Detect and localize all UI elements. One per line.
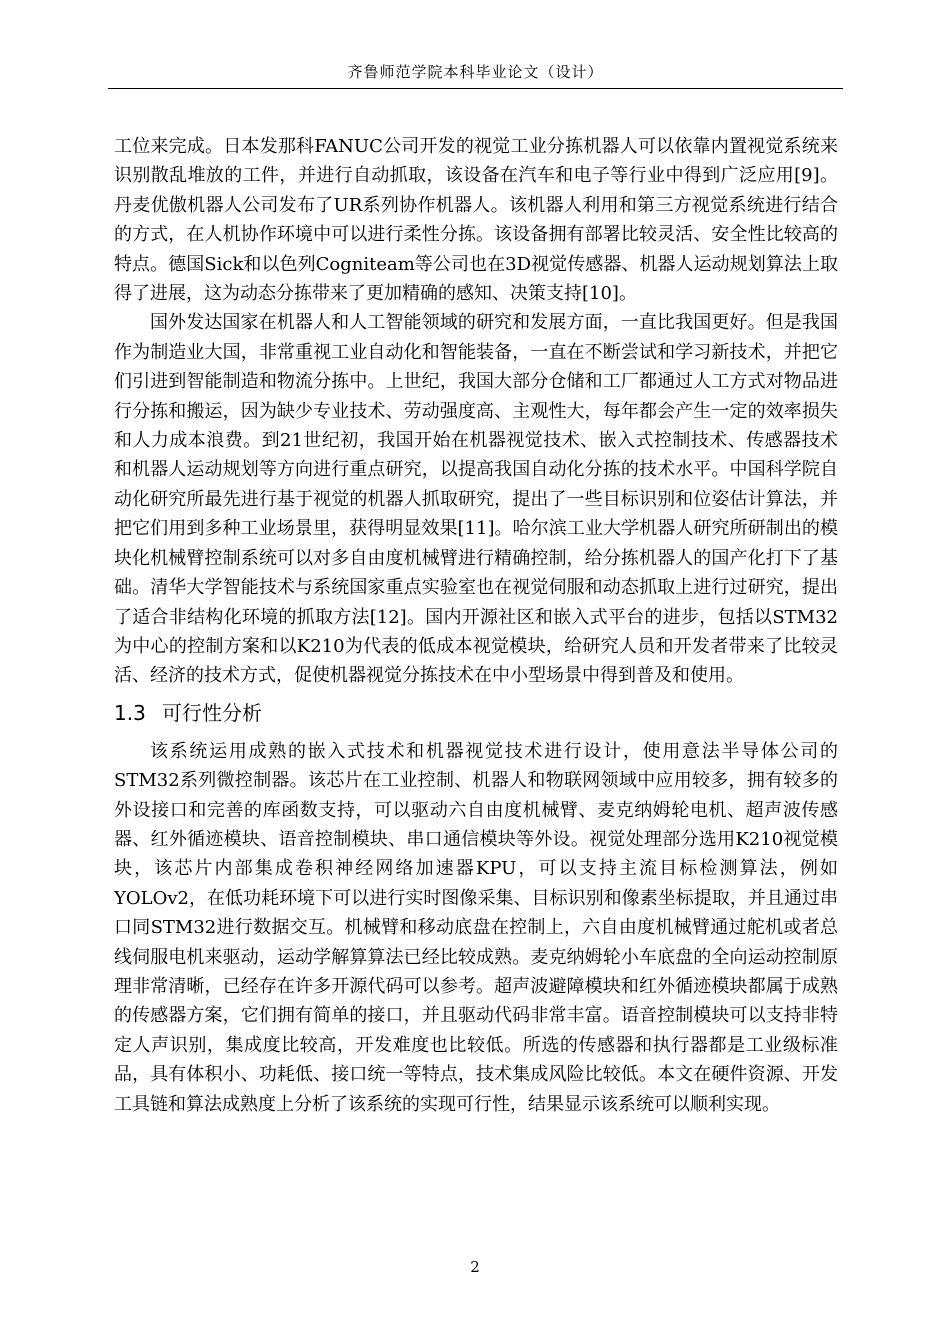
header-rule	[108, 88, 843, 89]
paragraph-1: 工位来完成。日本发那科FANUC公司开发的视觉工业分拣机器人可以依靠内置视觉系统来识别散乱堆放的工件，并进行自动抓取，该设备在汽车和电子等行业中得到广泛应用[9]。丹麦优傲机器人公司发布了UR系列协作机器人。该机器人利用和第三方视觉系统进行结合的方式，在人机协作环境中可以进行柔性分拣。该设备拥有部署比较灵活、安全性比较高的特点。德国Sick和以色列Cogniteam等公司也在3D视觉传感器、机器人运动规划算法上取得了进展，这为动态分拣带来了更加精确的感知、决策支持[10]。	[114, 136, 838, 305]
paragraph-3: 该系统运用成熟的嵌入式技术和机器视觉技术进行设计，使用意法半导体公司的STM32系列微控制器。该芯片在工业控制、机器人和物联网领域中应用较多，拥有较多的外设接口和完善的库函数支持，可以驱动六自由度机械臂、麦克纳姆轮电机、超声波传感器、红外循迹模块、语音控制模块、串口通信模块等外设。视觉处理部分选用K210视觉模块，该芯片内部集成卷积神经网络加速器KPU，可以支持主流目标检测算法，例如YOLOv2，在低功耗环境下可以进行实时图像采集、目标识别和像素坐标提取，并且通过串口同STM32进行数据交互。机械臂和移动底盘在控制上，六自由度机械臂通过舵机或者总线伺服电机来驱动，运动学解算算法已经比较成熟。麦克纳姆轮小车底盘的全向运动控制原理非常清晰，已经存在许多开源代码可以参考。超声波避障模块和红外循迹模块都属于成熟的传感器方案，它们拥有简单的接口，并且驱动代码非常丰富。语音控制模块可以支持非特定人声识别，集成度比较高，开发难度也比较低。所选的传感器和执行器都是工业级标准品，具有体积小、功耗低、接口统一等特点，技术集成风险比较低。本文在硬件资源、开发工具链和算法成熟度上分析了该系统的实现可行性，结果显示该系统可以顺利实现。	[114, 740, 838, 1115]
paragraph-2: 国外发达国家在机器人和人工智能领域的研究和发展方面，一直比我国更好。但是我国作为制造业大国，非常重视工业自动化和智能装备，一直在不断尝试和学习新技术，并把它们引进到智能制造和物流分拣中。上世纪，我国大部分仓储和工厂都通过人工方式对物品进行分拣和搬运，因为缺少专业技术、劳动强度高、主观性大，每年都会产生一定的效率损失和人力成本浪费。到21世纪初，我国开始在机器视觉技术、嵌入式控制技术、传感器技术和机器人运动规划等方向进行重点研究，以提高我国自动化分拣的技术水平。中国科学院自动化研究所最先进行基于视觉的机器人抓取研究，提出了一些目标识别和位姿估计算法，并把它们用到多种工业场景里，获得明显效果[11]。哈尔滨工业大学机器人研究所研制出的模块化机械臂控制系统可以对多自由度机械臂进行精确控制，给分拣机器人的国产化打下了基础。清华大学智能技术与系统国家重点实验室也在视觉伺服和动态抓取上进行过研究，提出了适合非结构化环境的抓取方法[12]。国内开源社区和嵌入式平台的进步，包括以STM32为中心的控制方案和以K210为代表的低成本视觉模块，给研究人员和开发者带来了比较灵活、经济的技术方式，促使机器视觉分拣技术在中小型场景中得到普及和使用。	[114, 312, 838, 687]
section-number: 1.3	[114, 700, 146, 725]
page-header: 齐鲁师范学院本科毕业论文（设计）	[347, 63, 604, 81]
page-number: 2	[470, 1258, 480, 1276]
section-heading	[114, 699, 838, 727]
section-title: 可行性分析	[162, 700, 262, 725]
body-text	[114, 132, 838, 1119]
